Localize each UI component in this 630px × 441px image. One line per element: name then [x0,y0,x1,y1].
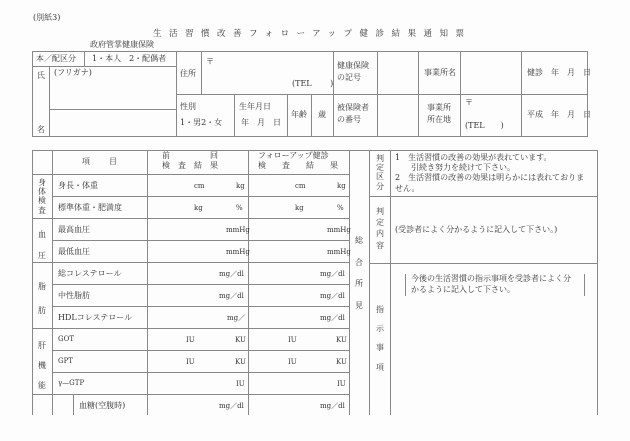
item-ggtp: γ—GTP [58,379,85,387]
insured-number-field[interactable] [378,95,417,136]
attachment-label: (別紙3) [33,13,61,22]
insurance-symbol-field[interactable] [378,52,417,93]
office-name-label: 事業所名 [424,68,456,77]
judgement-category-label: 判定区分 [376,154,384,191]
sex-label: 性別 [180,102,196,111]
unit: cm [194,182,205,190]
judgement-content-hint: (受診者によく分かるように記入して下さい。) [395,225,558,234]
category-label: 本／配区分 [36,54,76,63]
item-standard-weight: 標準体重・肥満度 [58,203,122,212]
age-label: 年齢 [291,110,307,119]
group-label-bp: 血圧 [38,230,46,260]
address-field[interactable] [202,52,332,93]
name-label-bottom: 名 [37,125,45,134]
prev-header-1: 前 回 [162,151,218,160]
unit: mmHg [327,248,351,256]
unit: mmHg [327,226,351,234]
address-label: 住所 [180,69,196,78]
birth-date-field[interactable]: 年 月 日 [241,118,281,127]
unit: IU [236,380,245,388]
instructions-hint-1: 今後の生活習慣の指示事項を受診者によく分 [411,274,571,283]
group-label-liver: 肝機能 [38,341,46,390]
unit: IU [186,358,195,366]
birth-label: 生年月日 [239,102,271,111]
judgement-option-2b: せん。 [395,184,420,193]
page-title: 生活習慣改善フォローアップ健診結果通知票 [153,29,472,39]
unit: IU [337,380,346,388]
unit: KU [336,336,347,344]
item-total-cholesterol: 総コレステロール [58,269,122,278]
overall-findings-label: 総合所見 [355,236,363,310]
unit: kg [236,182,245,190]
judgement-option-2a[interactable]: 2 生活習慣の改善の効果は明らかには表れておりま [395,173,585,182]
unit: IU [186,336,195,344]
judgement-content-label: 判定内容 [376,207,384,250]
item-triglyceride: 中性脂肪 [58,291,90,300]
judgement-option-1a[interactable]: 1 生活習慣の改善の効果が表れています。 [395,153,552,162]
unit: mg／dl [219,292,244,300]
era-date-label[interactable]: 平成 年 月 日 [527,110,591,119]
unit: cm [295,182,306,190]
group-label-lipid: 脂肪 [38,282,46,315]
category-options[interactable]: 1・本人 2・配偶者 [92,54,167,63]
office-address-label-1: 事業所 [427,103,451,112]
unit: KU [235,358,246,366]
group-label-body: 身体検査 [38,178,46,215]
office-tel-label: (TEL ) [465,121,504,130]
unit: mg／dl [219,402,244,410]
item-got: GOT [58,335,74,343]
item-header: 項 目 [82,157,118,166]
insured-number-label-2: の番号 [337,115,361,124]
instructions-field[interactable] [391,300,596,414]
office-postal-mark: 〒 [465,98,473,107]
unit: % [337,204,344,212]
judgement-option-1b: 引続き努力を続けて下さい。 [411,163,515,172]
name-field[interactable] [50,110,175,136]
unit: KU [235,336,246,344]
item-systolic: 最高血圧 [58,225,90,234]
unit: mmHg [226,226,250,234]
unit: IU [288,358,297,366]
instructions-label: 指示事項 [376,305,384,372]
unit: IU [288,336,297,344]
unit: % [236,204,243,212]
unit: mmHg [226,248,250,256]
unit: KU [336,358,347,366]
insured-number-label-1: 被保険者 [337,103,369,112]
unit: mg／ [227,314,246,322]
office-name-field[interactable] [461,52,520,93]
checkup-date-label[interactable]: 健診 年 月 日 [527,68,591,77]
item-hdl: HDLコレステロール [58,313,133,322]
postal-mark: 〒 [206,57,214,66]
item-gpt: GPT [58,357,73,365]
instructions-hint-2: かるように記入して下さい。 [411,285,515,294]
insurance-symbol-label-1: 健康保険 [337,61,369,70]
age-unit: 歳 [318,110,326,119]
insurer-name: 政府管掌健康保険 [90,40,154,49]
item-diastolic: 最低血圧 [58,247,90,256]
insurance-symbol-label-2: の記号 [337,73,361,82]
unit: mg／dl [320,402,345,410]
furigana-label: (フリガナ) [54,68,92,77]
judgement-content-field[interactable] [391,197,596,262]
unit: mg／dl [320,270,345,278]
follow-header-2: 検 査 結 果 [258,161,338,170]
unit: kg [337,182,346,190]
unit: mg／dl [219,270,244,278]
sex-options[interactable]: 1・男2・女 [180,118,223,127]
unit: kg [194,204,203,212]
office-address-field[interactable] [461,95,520,136]
unit: kg [295,204,304,212]
prev-header-2: 検 査 結 果 [162,161,218,170]
item-height-weight: 身長・体重 [58,181,98,190]
follow-header-1: フォローアップ健診 [258,151,329,160]
item-blood-sugar: 血糖(空腹時) [79,401,126,410]
name-label-top: 氏 [37,71,45,80]
office-address-label-2: 所在地 [427,115,451,124]
unit: mg／dl [320,292,345,300]
unit: mg／dl [320,314,345,322]
tel-label: (TEL ) [292,79,334,88]
furigana-field[interactable] [50,67,175,108]
